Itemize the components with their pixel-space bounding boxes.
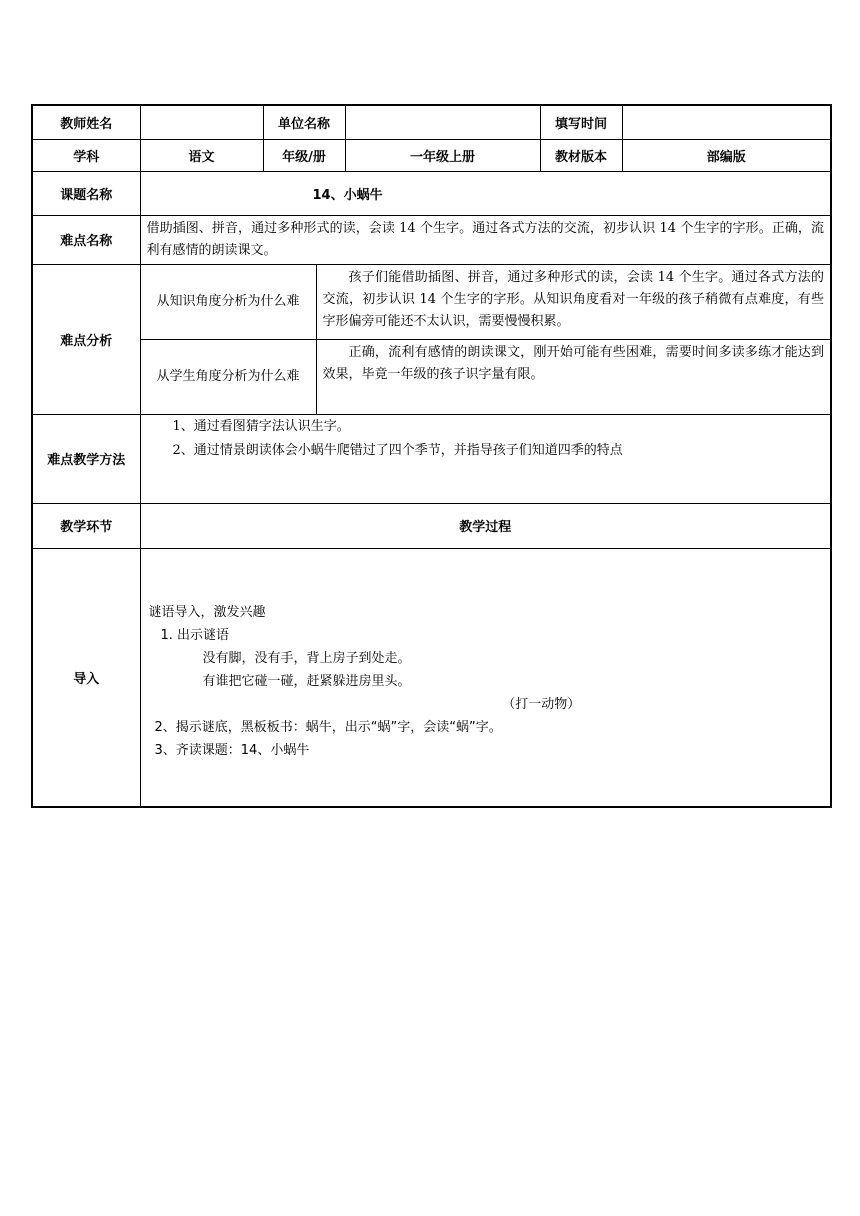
knowledge-analysis-row (32, 264, 831, 339)
difficulty-name-text: 借助插图、拼音，通过多种形式的读，会读 14 个生字。通过各式方法的交流，初步认识 14 个生字的字形。正确，流利有感情的朗读课文。 (146, 220, 825, 258)
unit-name-label: 单位名称 (263, 105, 345, 139)
edition-label: 教材版本 (540, 139, 622, 171)
student-angle-cell (316, 339, 831, 414)
intro-row (32, 548, 831, 807)
knowledge-angle-text: 孩子们能借助插图、拼音，通过多种形式的读，会读 14 个生字。通过各式方法的交流，初步认识 14 个生字的字形。从知识角度看对一年级的孩子稍微有点难度，有些字形偏旁可能还不太认识，需要慢慢积累。 (322, 269, 825, 329)
intro-label: 导入 (32, 548, 140, 807)
lesson-plan-sheet (31, 104, 830, 808)
subject-value: 语文 (140, 139, 263, 171)
intro-cell (140, 548, 831, 807)
method-item-1: 1、通过看图猜字法认识生字。 (172, 418, 350, 434)
lesson-plan-table (31, 104, 832, 808)
topic-cell (140, 171, 831, 215)
difficulty-name-label: 难点名称 (32, 215, 140, 264)
difficulty-method-cell (140, 414, 831, 503)
subject-row (32, 139, 831, 171)
fill-time-label: 填写时间 (540, 105, 622, 139)
riddle-line-1: 没有脚，没有手，背上房子到处走。 (202, 650, 411, 666)
grade-value: 一年级上册 (345, 139, 540, 171)
riddle-line-2: 有谁把它碰一碰，赶紧躲进房里头。 (202, 673, 411, 689)
student-analysis-row (32, 339, 831, 414)
difficulty-name-row (32, 215, 831, 264)
student-angle-text: 正确，流利有感情的朗读课文，刚开始可能有些困难，需要时间多读多练才能达到效果，毕竟一年级的孩子识字量有限。 (322, 344, 825, 382)
intro-step-1: 1. 出示谜语 (160, 627, 230, 643)
intro-step-3: 3、齐读课题：14、小蜗牛 (154, 742, 310, 758)
subject-label: 学科 (32, 139, 140, 171)
difficulty-method-label: 难点教学方法 (32, 414, 140, 503)
student-angle-label: 从学生角度分析为什么难 (140, 339, 316, 414)
unit-name-value (345, 105, 540, 139)
riddle-hint: （打一动物） (502, 696, 581, 712)
fill-time-value (622, 105, 831, 139)
intro-step-2: 2、揭示谜底，黑板板书：蜗牛，出示“蜗”字，会读“蜗”字。 (154, 719, 502, 735)
edition-value: 部编版 (622, 139, 831, 171)
topic-row (32, 171, 831, 215)
teacher-name-label: 教师姓名 (32, 105, 140, 139)
knowledge-angle-label: 从知识角度分析为什么难 (140, 264, 316, 339)
topic-label: 课题名称 (32, 171, 140, 215)
difficulty-name-cell (140, 215, 831, 264)
process-header-row (32, 503, 831, 548)
teaching-process-label: 教学过程 (140, 503, 831, 548)
method-row (32, 414, 831, 503)
intro-title: 谜语导入，激发兴趣 (148, 604, 266, 620)
grade-label: 年级/册 (263, 139, 345, 171)
teaching-stage-label: 教学环节 (32, 503, 140, 548)
teacher-name-value (140, 105, 263, 139)
knowledge-angle-cell (316, 264, 831, 339)
difficulty-analysis-label: 难点分析 (32, 264, 140, 414)
info-row (32, 105, 831, 139)
method-item-2: 2、通过情景朗读体会小蜗牛爬错过了四个季节，并指导孩子们知道四季的特点 (172, 442, 623, 458)
topic-value: 14、小蜗牛 (312, 187, 383, 203)
